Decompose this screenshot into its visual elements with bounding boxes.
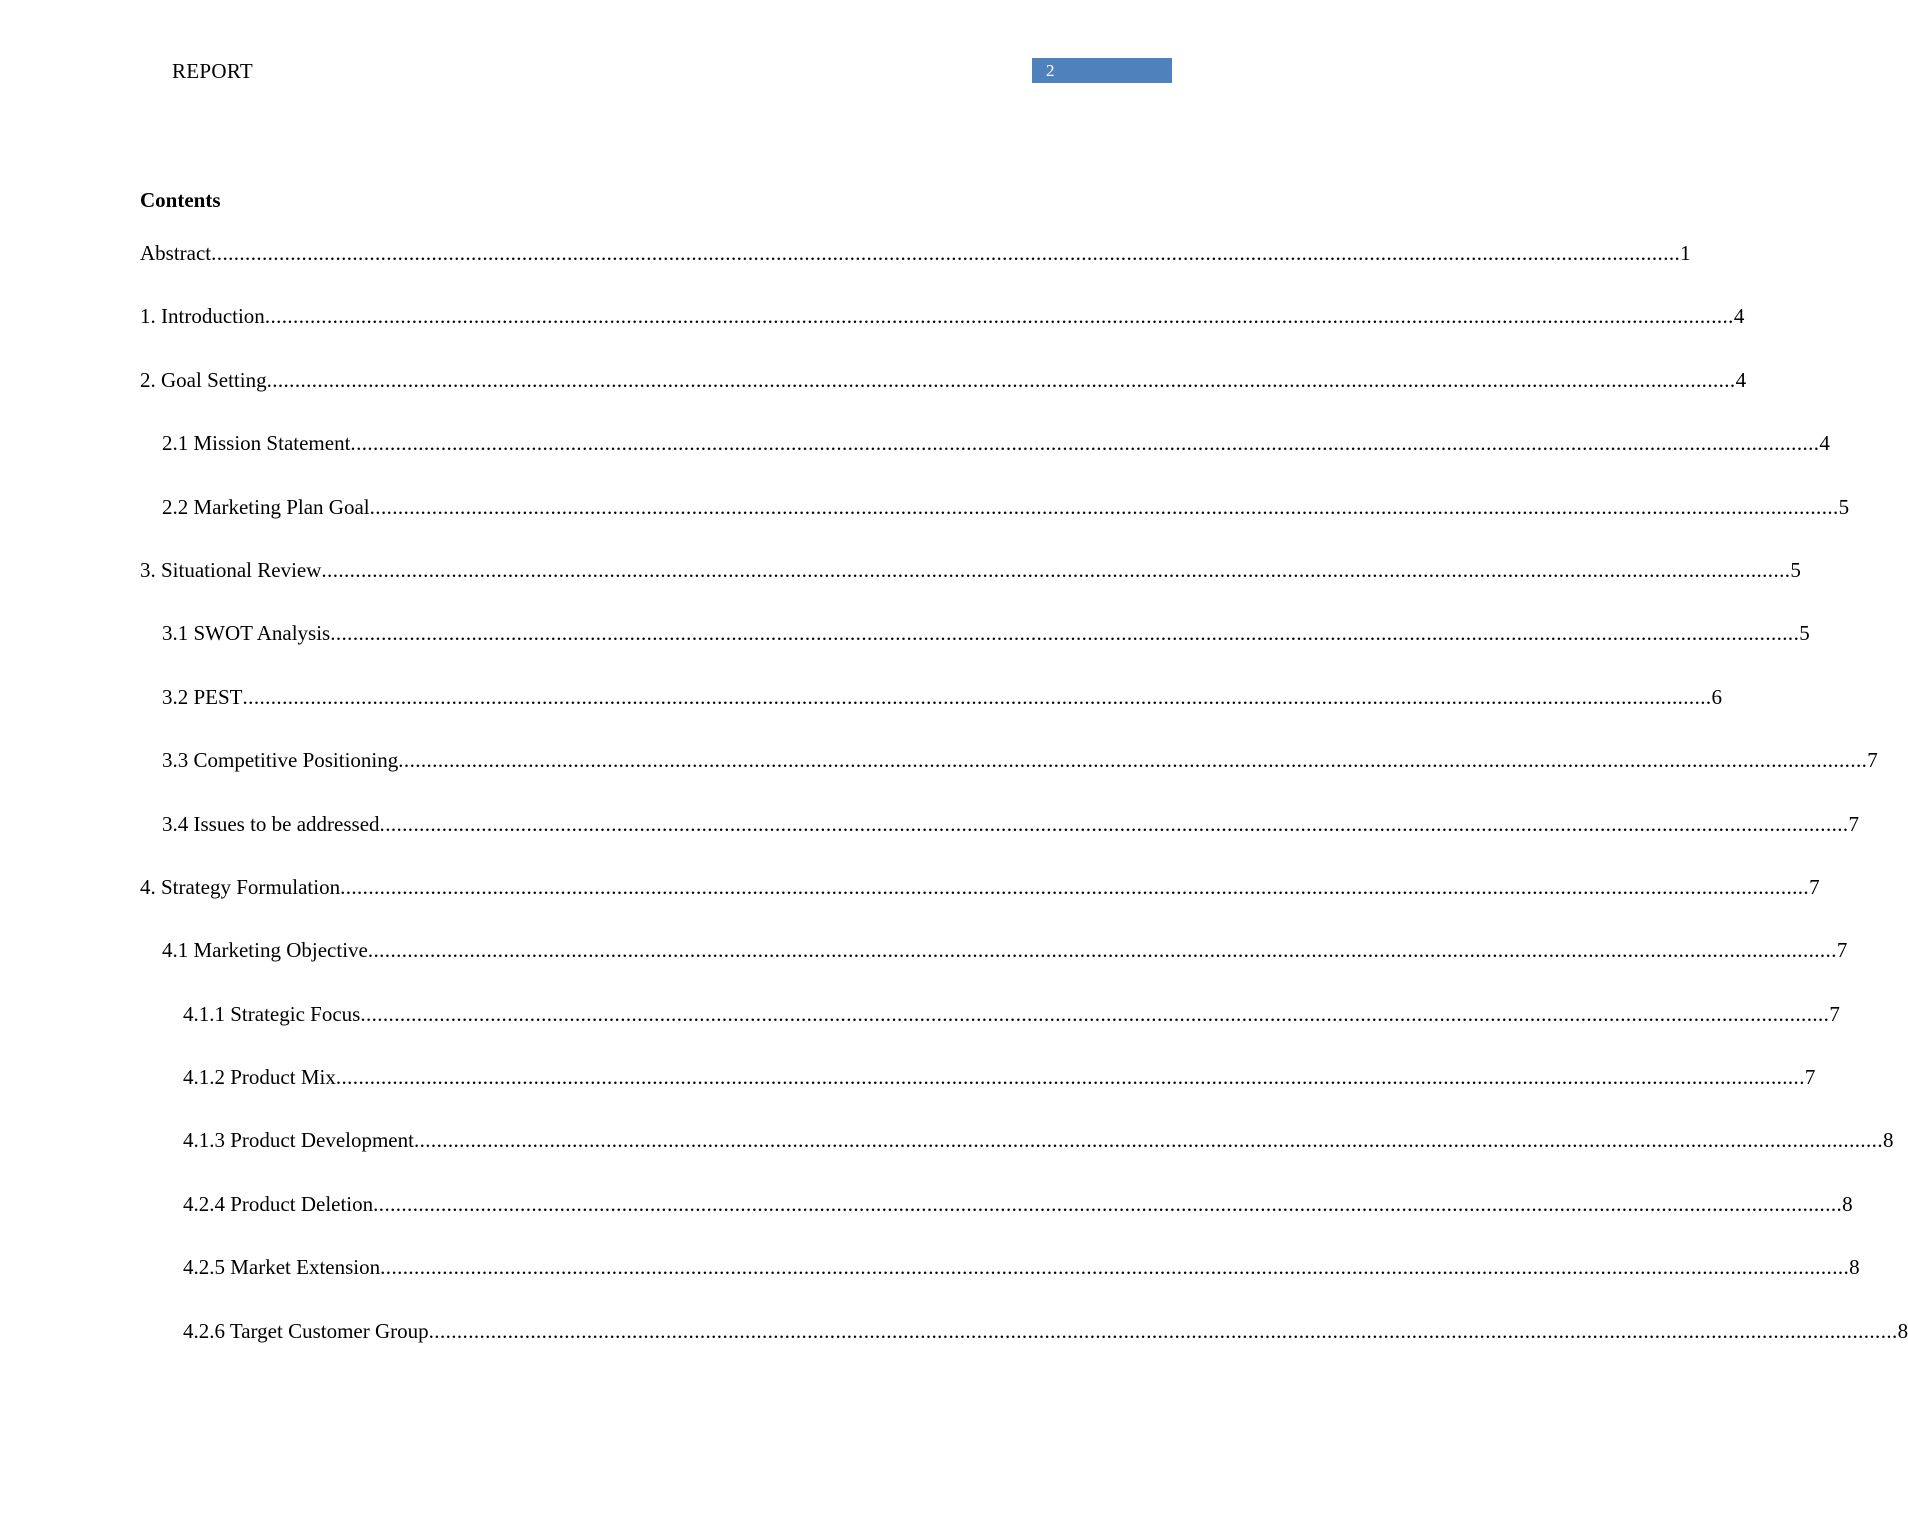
toc-entry-page: 7 [1809,874,1820,899]
toc-entry-page: 7 [1867,748,1878,773]
toc-dot-leader: .................................................................................................................................................................................................................................................................... [367,938,1837,963]
toc-entry-label: 4.1.2 Product Mix [183,1065,336,1090]
toc-dot-leader: .................................................................................................................................................................................................................................................................... [350,431,1820,456]
toc-entry[interactable] [140,366,1747,429]
toc-entry[interactable] [140,683,1723,746]
toc-entry-page: 1 [1680,241,1691,265]
toc-entry-label: 2.1 Mission Statement [162,431,351,456]
toc-entry-page: 4 [1819,431,1830,456]
toc-dot-leader: .................................................................................................................................................................................................................................................................... [321,557,1791,582]
toc-entry-page: 8 [1849,1255,1860,1280]
toc-dot-leader: .................................................................................................................................................................................................................................................................... [369,494,1839,519]
toc-dot-leader: .................................................................................................................................................................................................................................................................... [211,241,1681,265]
toc-dot-leader: .................................................................................................................................................................................................................................................................... [335,1065,1805,1090]
toc-entry-label: 3.3 Competitive Positioning [162,748,399,773]
toc-dot-leader: .................................................................................................................................................................................................................................................................... [428,1318,1898,1343]
toc-entry-label: 4.2.4 Product Deletion [183,1191,374,1216]
toc-entry-label: 3.2 PEST [162,684,243,709]
toc-entry[interactable] [140,936,1848,999]
toc-entry-label: 4.1 Marketing Objective [162,938,368,963]
toc-dot-leader: .................................................................................................................................................................................................................................................................... [360,1001,1830,1026]
toc-entry-page: 7 [1829,1001,1840,1026]
toc-entry-label: 2.2 Marketing Plan Goal [162,494,370,519]
toc-entry[interactable] [140,1000,1840,1063]
toc-entry[interactable] [140,1190,1853,1253]
toc-entry-page: 4 [1735,367,1747,392]
toc-entry-label: 4. Strategy Formulation [140,874,341,899]
toc-entry-label: 3. Situational Review [140,557,322,582]
toc-dot-leader: .................................................................................................................................................................................................................................................................... [340,874,1810,899]
toc-entry[interactable] [140,493,1850,556]
toc-dot-leader: .................................................................................................................................................................................................................................................................... [373,1191,1843,1216]
toc-entry[interactable] [140,556,1801,619]
toc-entry-page: 5 [1838,494,1850,519]
toc-entry-label: Abstract [140,241,212,265]
toc-entry-label: 3.4 Issues to be addressed [162,811,380,836]
toc-entry-page: 4 [1733,304,1745,329]
toc-entry-label: 1. Introduction [140,304,265,329]
toc-entry-page: 8 [1897,1318,1908,1343]
toc-entry[interactable] [140,619,1810,682]
toc-dot-leader: .................................................................................................................................................................................................................................................................... [264,304,1734,329]
toc-entry[interactable] [140,1126,1894,1189]
toc-entry[interactable] [140,810,1860,873]
toc-entry-page: 7 [1836,938,1848,963]
toc-entry-label: 4.1.3 Product Development [183,1128,414,1153]
toc-dot-leader: .................................................................................................................................................................................................................................................................... [242,684,1712,709]
page-number-badge: 2 [1032,58,1172,83]
toc-entry-label: 4.1.1 Strategic Focus [183,1001,361,1026]
toc-entry-page: 8 [1842,1191,1853,1216]
running-header-title: REPORT [172,59,254,83]
toc-entry-page: 8 [1882,1128,1894,1153]
toc-entry-page: 6 [1711,684,1723,709]
toc-heading: Contents [140,188,221,212]
toc-entry[interactable] [140,1063,1816,1126]
toc-entry-page: 7 [1804,1065,1816,1090]
toc-entry[interactable] [140,873,1820,936]
toc-entry[interactable] [140,239,1691,302]
toc-entry-label: 3.1 SWOT Analysis [162,621,331,646]
toc-entry-page: 5 [1790,557,1801,582]
toc-entry[interactable] [140,429,1830,492]
toc-entry-label: 2. Goal Setting [140,367,267,392]
toc-dot-leader: .................................................................................................................................................................................................................................................................... [413,1128,1883,1153]
toc-dot-leader: .................................................................................................................................................................................................................................................................... [380,1255,1850,1280]
toc-dot-leader: .................................................................................................................................................................................................................................................................... [398,748,1868,773]
toc-entry-label: 4.2.6 Target Customer Group [183,1318,429,1343]
toc-entry[interactable] [140,302,1745,365]
table-of-contents [140,239,1908,1380]
toc-entry[interactable] [140,746,1878,809]
toc-dot-leader: .................................................................................................................................................................................................................................................................... [266,367,1736,392]
toc-entry[interactable] [140,1317,1908,1380]
toc-entry-page: 5 [1799,621,1810,646]
toc-dot-leader: .................................................................................................................................................................................................................................................................... [330,621,1800,646]
toc-entry-page: 7 [1848,811,1860,836]
toc-dot-leader: .................................................................................................................................................................................................................................................................... [379,811,1849,836]
toc-entry-label: 4.2.5 Market Extension [183,1255,381,1280]
toc-entry[interactable] [140,1253,1860,1316]
